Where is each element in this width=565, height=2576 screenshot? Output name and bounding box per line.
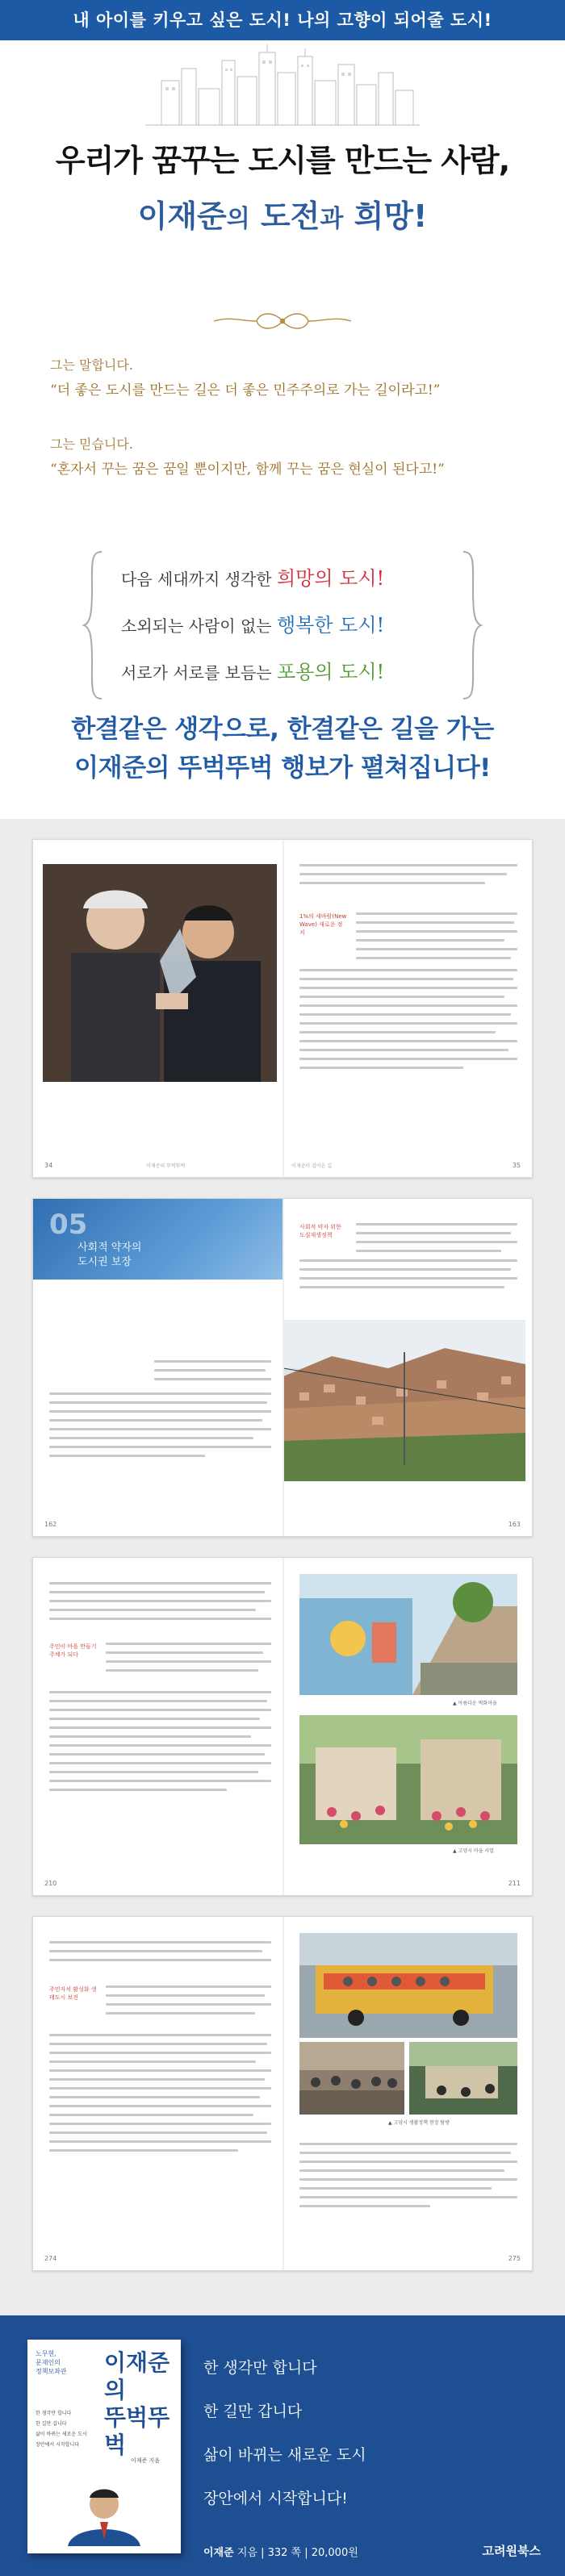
dream-line-2-highlight: 행복한 도시!	[276, 614, 385, 637]
book-cover-tags	[36, 2349, 100, 2376]
publisher-name: 고려원북스	[482, 2544, 541, 2558]
right-brace-icon	[460, 549, 484, 702]
book-spread-4	[32, 1916, 533, 2271]
market-photo	[409, 2042, 517, 2115]
spread1-right-body	[356, 912, 517, 966]
book-author: 이재준	[203, 2547, 234, 2559]
page-foot-left: 이재준의 뚜벅뚜벅	[146, 1163, 186, 1169]
quote-lead-2: 그는 믿습니다.	[50, 436, 133, 452]
left-brace-icon	[81, 549, 105, 702]
banner-text: 내 아이를 키우고 싶은 도시! 나의 고향이 되어줄 도시!	[73, 10, 492, 30]
spread3-left-body2	[49, 1691, 271, 1797]
chapter-title-line2: 도시권 보장	[77, 1256, 132, 1268]
side-label: 1%의 새바람(New Wave) 새로운 정치	[299, 913, 347, 936]
headline-word1: 도전	[249, 198, 320, 234]
book-meta	[203, 2544, 358, 2559]
chapter-title	[77, 1241, 141, 1270]
headline-name: 이재준	[137, 198, 227, 234]
book-spread-1	[32, 839, 533, 1178]
city-hillside-photo	[283, 1320, 525, 1481]
dream-line-2	[121, 602, 460, 649]
book-meta-details: 지음 | 332 쪽 | 20,000원	[233, 2547, 358, 2559]
headline-particle1: 의	[226, 205, 250, 233]
page-number: 274	[44, 2255, 57, 2262]
book-small-1: 한 생각만 합니다	[36, 2411, 72, 2416]
dream-city-section	[81, 549, 484, 702]
spread1-right-body2	[299, 969, 517, 1075]
dream-line-1	[121, 555, 460, 602]
spread2-right-text	[356, 1223, 517, 1259]
book-preview-spreads	[0, 819, 565, 2315]
book-title	[104, 2349, 177, 2459]
page-number: 163	[508, 1521, 521, 1528]
spread4-left-body	[106, 1985, 271, 2021]
book-title-line2: 뚜벅뚜벅	[104, 2404, 170, 2458]
flower-village-photo	[299, 1715, 517, 1844]
footer-slogan-2: 한 길만 갑니다	[203, 2403, 303, 2420]
dream-line-1-prefix: 다음 세대까지 생각한	[121, 570, 277, 589]
photo-caption: ▲ 아름다운 벽화마을	[453, 1701, 497, 1706]
tour-bus-photo	[299, 1933, 517, 2038]
dream-line-3-prefix: 서로가 서로를 보듬는	[121, 663, 277, 683]
spread1-right-text	[299, 864, 517, 891]
walk-headline-line1: 한결같은 생각으로, 한결같은 길을 가는	[71, 715, 494, 744]
photo-caption: ▲ 고양시 마을 사업	[453, 1848, 494, 1854]
spread2-right-body	[299, 1259, 517, 1295]
headline-line2	[0, 191, 565, 236]
book-small-4: 장안에서 시작합니다	[36, 2442, 80, 2448]
spread3-left-body	[106, 1643, 271, 1678]
dream-line-3-highlight: 포용의 도시!	[276, 661, 385, 683]
chapter-number: 05	[49, 1209, 88, 1241]
headline-word2: 희망!	[343, 198, 428, 234]
mural-village-photo	[299, 1574, 517, 1695]
page-number: 211	[508, 1880, 521, 1887]
book-info-footer	[0, 2315, 565, 2576]
headline-line1: 우리가 꿈꾸는 도시를 만드는 사람,	[55, 143, 510, 178]
dream-line-1-highlight: 희망의 도시!	[276, 567, 385, 590]
book-spread-2	[32, 1198, 533, 1537]
spread3-left-text	[49, 1582, 271, 1626]
spread2-left-intro	[154, 1360, 271, 1387]
book-tag-3: 정책보좌관	[36, 2368, 67, 2375]
author-portrait	[36, 2483, 173, 2546]
footer-slogans	[203, 2346, 542, 2520]
page-number: 275	[508, 2255, 521, 2262]
page-number: 210	[44, 1880, 57, 1887]
headline-particle2: 과	[320, 205, 344, 233]
page-number: 162	[44, 1521, 57, 1528]
book-spread-3	[32, 1557, 533, 1896]
quotes-section	[50, 355, 534, 478]
award-photo	[43, 864, 277, 1082]
footer-slogan-1: 한 생각만 합니다	[203, 2359, 317, 2377]
page-foot-right: 이재준이 걸어온 길	[291, 1163, 333, 1169]
chapter-title-line1: 사회적 약자의	[77, 1242, 142, 1254]
book-cover	[27, 2340, 181, 2553]
ornament-flourish-icon	[210, 305, 355, 337]
book-cover-author: 이재준 지음	[131, 2457, 161, 2464]
book-small-2: 한 길만 갑니다	[36, 2421, 67, 2427]
walk-headline-line2: 이재준의 뚜벅뚜벅 행보가 펼쳐집니다!	[74, 754, 491, 783]
book-small-3: 삶이 바뀌는 새로운 도시	[36, 2432, 87, 2437]
side-label: 주민이 마을 만들기 주체가 되다	[49, 1643, 97, 1658]
footer-slogan-3: 삶이 바뀌는 새로운 도시	[203, 2446, 366, 2464]
side-label: 주민자치 활성화 생태도시 보전	[49, 1986, 97, 2001]
book-tag-2: 문재인의	[36, 2359, 61, 2366]
book-cover-small-lines	[36, 2408, 100, 2450]
page-number: 35	[512, 1162, 521, 1169]
quote-2: “혼자서 꾸는 꿈은 꿈일 뿐이지만, 함께 꾸는 꿈은 현실이 된다고!”	[50, 461, 445, 478]
top-banner	[0, 0, 565, 40]
quote-1: “더 좋은 도시를 만드는 길은 더 좋은 민주주의로 가는 길이라고!”	[50, 382, 441, 399]
spread4-left-text	[49, 1941, 271, 1968]
page-number: 34	[44, 1162, 53, 1169]
main-headline	[0, 136, 565, 236]
spread2-left-text	[49, 1392, 271, 1463]
street-crowd-photo	[299, 2042, 404, 2115]
city-skyline-illustration	[0, 40, 565, 137]
book-title-line1: 이재준의	[104, 2349, 170, 2403]
book-tag-1: 노무현,	[36, 2350, 56, 2357]
dream-line-3	[121, 649, 460, 695]
spread4-left-body2	[49, 2034, 271, 2158]
spread4-right-text	[299, 2143, 517, 2214]
photo-caption: ▲ 고양시 생활정책 현장 탐방	[388, 2120, 450, 2126]
side-label: 사회적 약자 위한 도심재생정책	[299, 1224, 341, 1238]
quote-lead-1: 그는 말합니다.	[50, 357, 133, 373]
chapter-header	[33, 1199, 283, 1280]
walk-headline	[0, 710, 565, 787]
dream-line-2-prefix: 소외되는 사람이 없는	[121, 616, 277, 636]
footer-slogan-4: 장안에서 시작합니다!	[203, 2490, 348, 2507]
